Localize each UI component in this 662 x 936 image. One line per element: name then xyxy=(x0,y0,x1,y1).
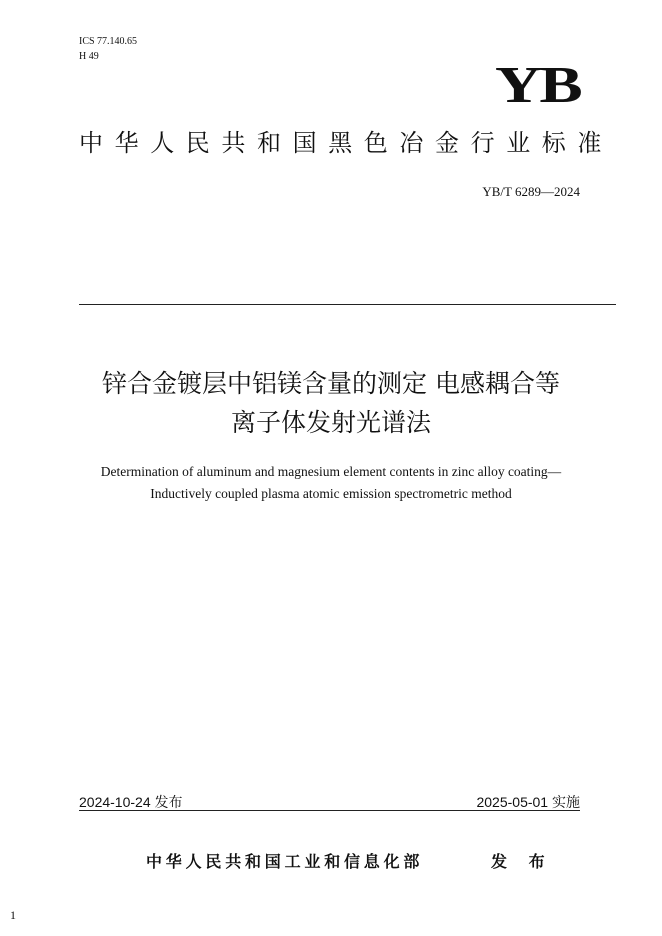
chinese-title-line-1: 锌合金镀层中铝镁含量的测定 电感耦合等 xyxy=(102,369,560,398)
standard-category-heading: 中华人民共和国黑色冶金行业标准 xyxy=(79,129,613,157)
ics-code: ICS 77.140.65 xyxy=(79,36,138,47)
yb-logo: YB xyxy=(494,57,580,114)
english-title-line-1: Determination of aluminum and magnesium element contents in zinc alloy coating— xyxy=(100,464,562,479)
publish-label: 发 布 xyxy=(491,852,553,871)
bottom-divider xyxy=(79,810,580,811)
standard-number: YB/T 6289—2024 xyxy=(482,184,580,199)
english-title-line-2: Inductively coupled plasma atomic emission spectrometric method xyxy=(150,486,512,501)
chinese-title-line-2: 离子体发射光谱法 xyxy=(230,408,431,437)
classification-codes xyxy=(79,34,137,64)
issue-date: 2024-10-24 发布 xyxy=(79,794,183,810)
top-divider xyxy=(79,304,616,305)
page-number: 1 xyxy=(10,908,16,922)
implementation-date: 2025-05-01 实施 xyxy=(476,794,580,810)
ccs-code: H 49 xyxy=(79,51,99,62)
issuing-authority: 中华人民共和国工业和信息化部 xyxy=(146,852,424,871)
